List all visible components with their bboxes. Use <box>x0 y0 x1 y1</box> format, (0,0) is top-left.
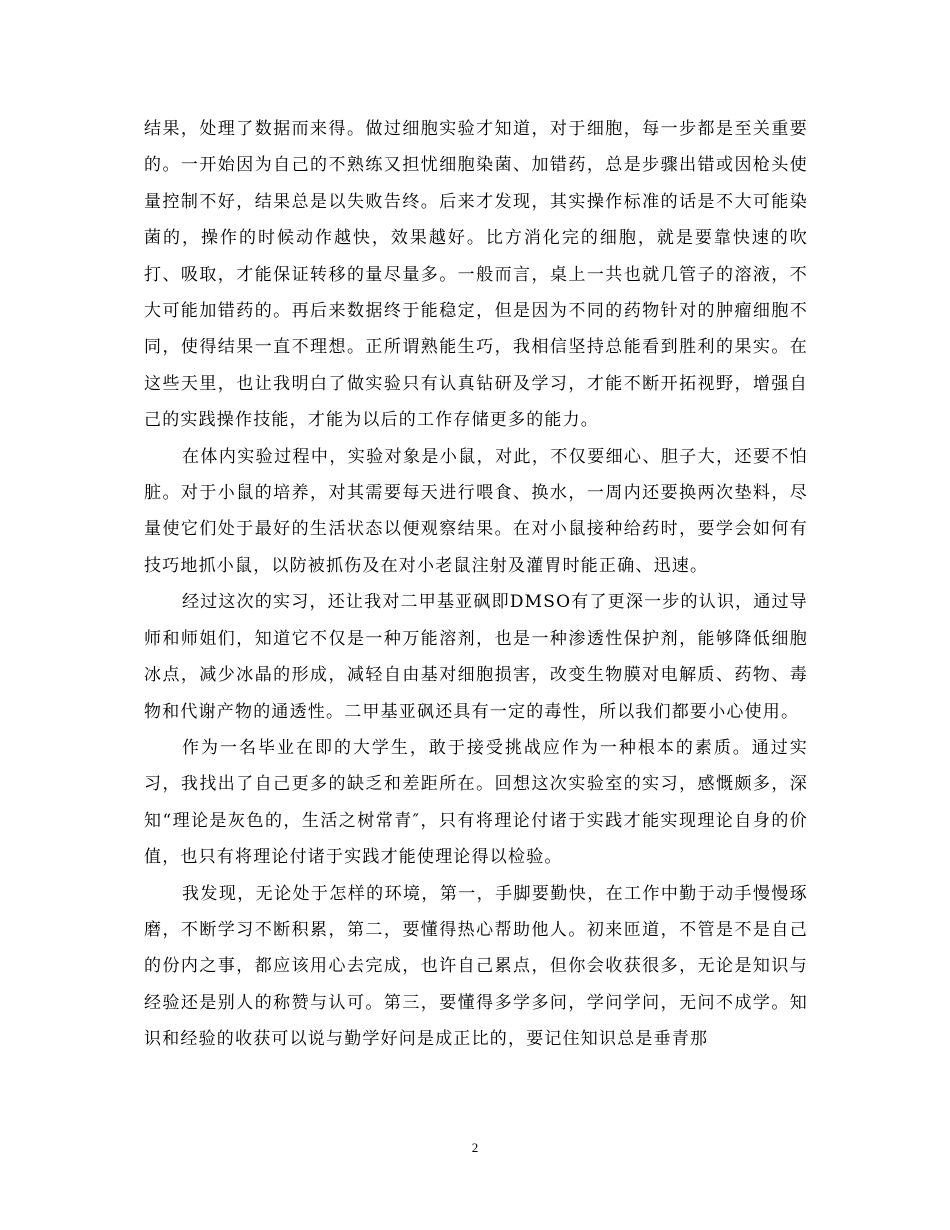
document-body <box>144 111 808 1058</box>
page-number: 2 <box>471 1140 479 1155</box>
paragraph-2: 在体内实验过程中，实验对象是小鼠，对此，不仅要细心、胆子大，还要不怕脏。对于小鼠的培养，对其需要每天进行喂食、换水，一周内还要换两次垫料，尽量使它们处于最好的生活状态以便观察结果。在对小鼠接种给药时，要学会如何有技巧地抓小鼠，以防被抓伤及在对小老鼠注射及灌胃时能正确、迅速。 <box>144 446 808 576</box>
paragraph-1: 结果，处理了数据而来得。做过细胞实验才知道，对于细胞，每一步都是至关重要的。一开始因为自己的不熟练又担忧细胞染菌、加错药，总是步骤出错或因枪头使量控制不好，结果总是以失败告终。后来才发现，其实操作标准的话是不大可能染菌的，操作的时候动作越快，效果越好。比方消化完的细胞，就是要靠快速的吹打、吸取，才能保证转移的量尽量多。一般而言，桌上一共也就几管子的溶液，不大可能加错药的。再后来数据终于能稳定，但是因为不同的药物针对的肿瘤细胞不同，使得结果一直不理想。正所谓熟能生巧，我相信坚持总能看到胜利的果实。在这些天里，也让我明白了做实验只有认真钻研及学习，才能不断开拓视野，增强自己的实践操作技能，才能为以后的工作存储更多的能力。 <box>144 119 808 431</box>
paragraph-3: 经过这次的实习，还让我对二甲基亚砜即DMSO有了更深一步的认识，通过导师和师姐们，知道它不仅是一种万能溶剂，也是一种渗透性保护剂，能够降低细胞冰点，减少冰晶的形成，减轻自由基对细胞损害，改变生物膜对电解质、药物、毒物和代谢产物的通透性。二甲基亚砜还具有一定的毒性，所以我们都要小心使用。 <box>144 592 808 722</box>
paragraph-4: 作为一名毕业在即的大学生，敢于接受挑战应作为一种根本的素质。通过实习，我找出了自己更多的缺乏和差距所在。回想这次实验室的实习，感慨颇多，深知“理论是灰色的，生活之树常青″，只有将理论付诸于实践才能实现理论自身的价值，也只有将理论付诸于实践才能使理论得以检验。 <box>144 737 808 868</box>
paragraph-5: 我发现，无论处于怎样的环境，第一，手脚要勤快，在工作中勤于动手慢慢琢磨，不断学习不断积累，第二，要懂得热心帮助他人。初来匝道，不管是不是自己的份内之事，都应该用心去完成，也许自己累点，但你会收获很多，无论是知识与经验还是别人的称赞与认可。第三，要懂得多学多问，学问学问，无问不成学。知识和经验的收获可以说与勤学好问是成正比的，要记住知识总是垂青那 <box>144 883 808 1050</box>
